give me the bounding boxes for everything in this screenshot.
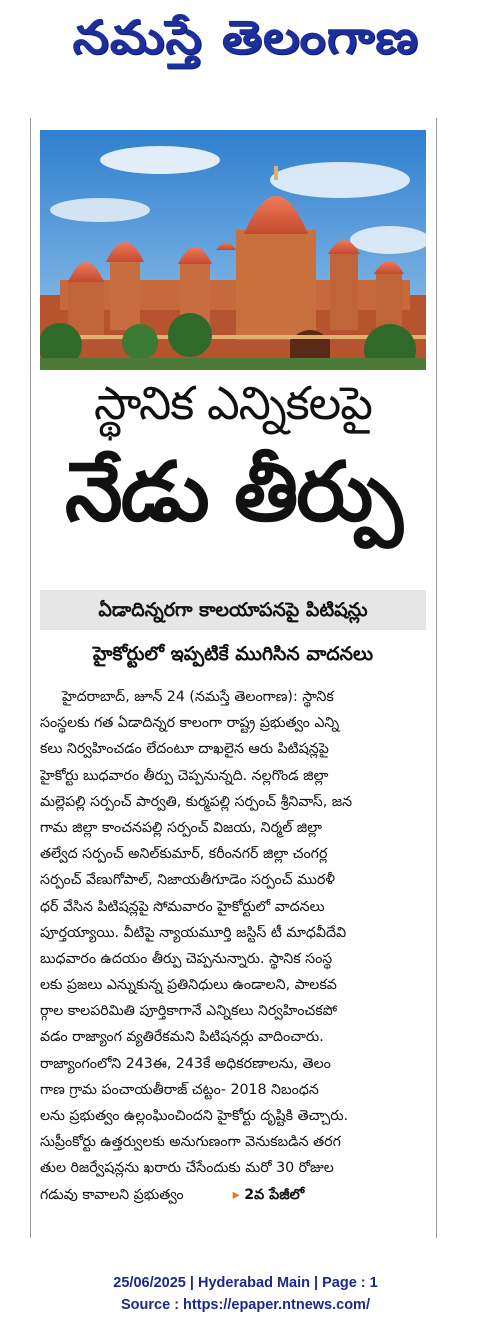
body-line: గాణ గ్రామ పంచాయతీరాజ్ చట్టం- 2018 నిబంధన <box>40 1081 319 1098</box>
body-line: ధర్ వేసిన పిటిషన్లపై సోమవారం హైకోర్టులో వాదనలు <box>40 898 325 915</box>
edition-info: 25/06/2025 | Hyderabad Main | Page : 1 <box>113 1275 378 1291</box>
body-line: హైకోర్టు బుధవారం తీర్పు చెప్పనున్నది. నల్లగొండ జిల్లా <box>40 767 329 784</box>
high-court-photo <box>40 130 426 370</box>
body-line: వడం రాజ్యాంగ వ్యతిరేకమని పిటిషనర్లు వాదించారు. <box>40 1029 324 1046</box>
column-rule-right <box>436 118 437 1238</box>
body-line: పూర్తయ్యాయి. వీటిపై న్యాయమూర్తి జస్టిస్ టీ మాధవీదేవి <box>40 924 347 941</box>
body-line: లను ప్రభుత్వం ఉల్లంఘించిందని హైకోర్టు దృష్టికి తెచ్చారు. <box>40 1108 349 1124</box>
body-line: ర్గాల కాలపరిమితి పూర్తికాగానే ఎన్నికలు నిర్వహించకపో <box>40 1003 338 1020</box>
body-line: రాజ్యాంగంలోని 243ఈ, 243కే అధికరణాలను, తెలం <box>40 1055 331 1072</box>
headline-line2: నేడు తీర్పు <box>65 445 401 540</box>
body-line: తుల రిజర్వేషన్లను ఖరారు చేసేందుకు మరో 30 రోజుల <box>40 1160 334 1177</box>
masthead <box>0 0 491 88</box>
body-last-line <box>40 1182 426 1208</box>
column-rule-left <box>30 118 31 1238</box>
continuation-link[interactable]: 2వ పేజీలో <box>244 1186 305 1203</box>
body-line: లకు ప్రజలు ఎన్నుకున్న ప్రతినిధులు ఉండాలని, పాలకవ <box>40 977 337 994</box>
body-line: మల్లెపల్లి సర్పంచ్ పార్వతి, కుర్మపల్లి సర్పంచ్ శ్రీనివాస్, జన <box>40 793 353 810</box>
body-line: బుధవారం ఉదయం తీర్పు చెప్పనున్నారు. స్థానిక సంస్థ <box>40 950 333 967</box>
subheading-arguments: హైకోర్టులో ఇప్పటికే ముగిసిన వాదనలు <box>92 643 374 665</box>
subheading-petitions: ఏడాదిన్నరగా కాలయాపనపై పిటిషన్లు <box>40 590 426 630</box>
body-line: తల్వేద సర్పంచ్ అనిల్‌కుమార్, కరీంనగర్ జిల్లా చంగర్ల <box>40 846 328 863</box>
body-line: గామ జిల్లా కాంచనపల్లి సర్పంచ్ విజయ, నిర్మల్ జిల్లా <box>40 819 322 836</box>
body-line: గడువు కావాలని ప్రభుత్వం <box>40 1186 184 1203</box>
source-url[interactable]: Source : https://epaper.ntnews.com/ <box>121 1297 370 1313</box>
body-line: సంస్థలకు గత ఏడాదిన్నర కాలంగా రాష్ట్ర ప్రభుత్వం ఎన్ని <box>40 715 340 732</box>
body-line: సర్పంచ్ వేణుగోపాల్, నిజాయతీగూడెం సర్పంచ్ మురళీ <box>40 872 335 889</box>
body-line: హైదరాబాద్, జూన్ 24 (నమస్తే తెలంగాణ): స్థానిక <box>62 689 334 705</box>
body-line: సుప్రీంకోర్టు ఉత్తర్వులకు అనుగుణంగా వెనుకబడిన తరగ <box>40 1134 341 1151</box>
body-line: కలు నిర్వహించడం లేదంటూ దాఖలైన ఆరు పిటిషన్లపై <box>40 741 329 758</box>
newspaper-logo: నమస్తే తెలంగాణ <box>72 10 419 64</box>
triangle-right-icon: ▸ <box>232 1186 240 1203</box>
headline-line1: స్థానిక ఎన్నికలపై <box>94 376 372 430</box>
article-body <box>40 684 426 1208</box>
footer <box>0 1272 491 1316</box>
